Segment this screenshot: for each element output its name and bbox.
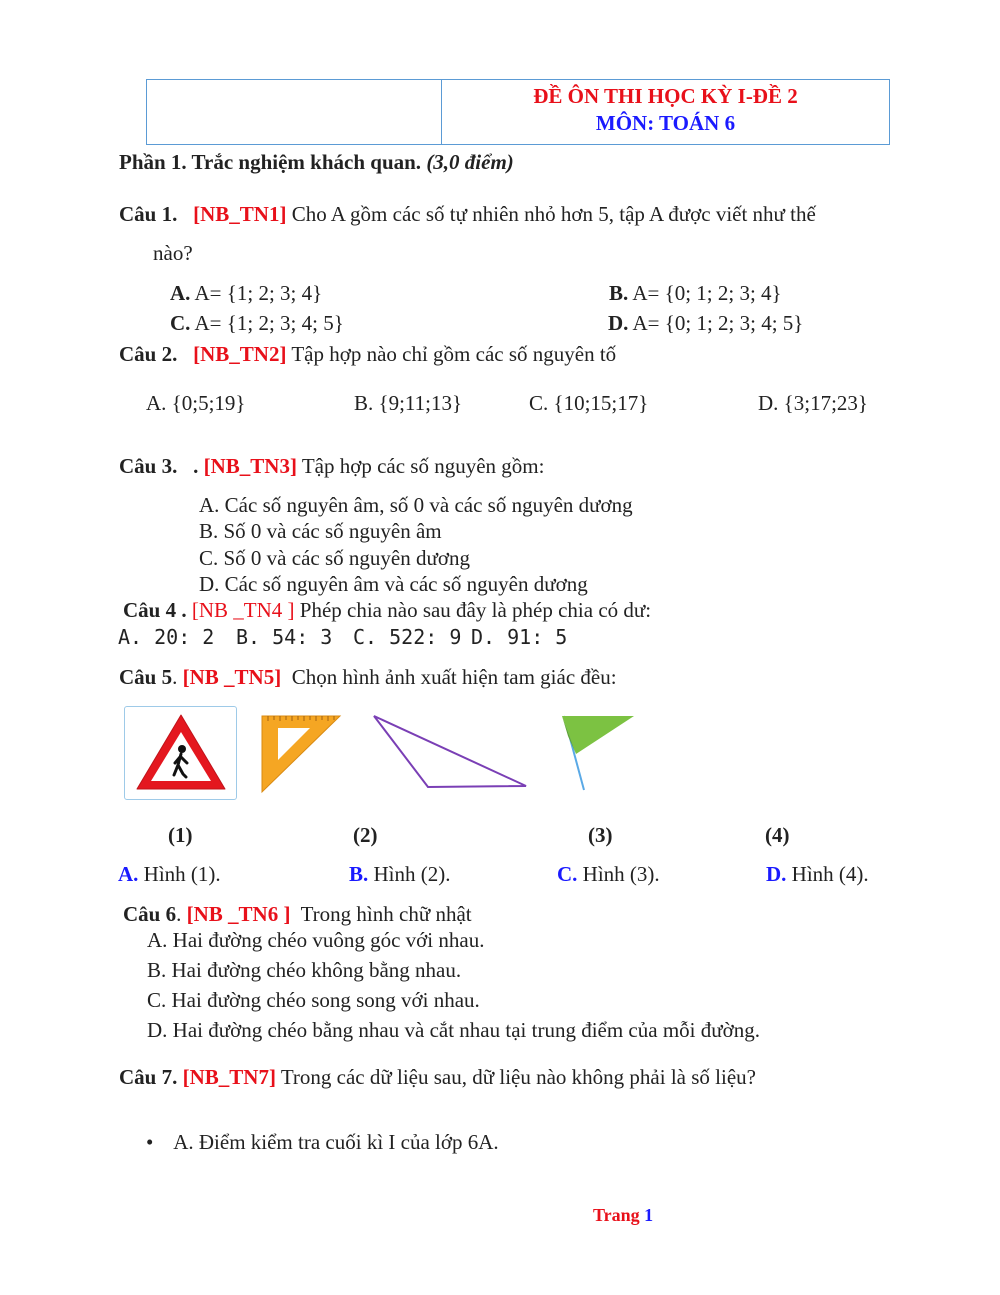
figure-1-label: (1)	[168, 823, 193, 847]
q6-tag: [NB _TN6 ]	[186, 902, 291, 926]
q3-option-b: B. Số 0 và các số nguyên âm	[199, 519, 442, 543]
q5-tag: [NB _TN5]	[182, 665, 282, 689]
part1-heading	[119, 150, 514, 175]
q5-dot: .	[172, 665, 178, 689]
q3-prefix: .	[193, 454, 199, 478]
page-footer	[593, 1205, 653, 1226]
q1-option-c-key: C.	[170, 311, 191, 335]
figure-1-warning-sign	[124, 706, 237, 800]
q4-option-a: A. 20: 2	[118, 625, 215, 649]
q5-option-c-key: C.	[557, 862, 578, 886]
figure-2-set-square	[260, 712, 342, 794]
q6-option-a: A. Hai đường chéo vuông góc với nhau.	[147, 928, 485, 952]
q7-option-a-text: A. Điểm kiểm tra cuối kì I của lớp 6A.	[173, 1130, 499, 1154]
q1-option-c	[170, 311, 344, 336]
q5-option-b-key: B.	[349, 862, 369, 886]
q6-option-d: D. Hai đường chéo bằng nhau và cắt nhau tại trung điểm của mỗi đường.	[147, 1018, 760, 1042]
q3-option-d: D. Các số nguyên âm và các số nguyên dương	[199, 572, 588, 596]
q3-option-c: C. Số 0 và các số nguyên dương	[199, 546, 470, 570]
q5-option-b-text: Hình (2).	[373, 862, 451, 886]
q3-stem	[119, 454, 544, 479]
q1-stem	[119, 202, 816, 227]
q5-text: Chọn hình ảnh xuất hiện tam giác đều:	[291, 665, 617, 689]
figure-3-label: (3)	[588, 823, 613, 847]
q7-option-a	[146, 1130, 499, 1155]
triangular-flag-icon	[556, 710, 638, 794]
scalene-triangle-icon	[370, 712, 530, 792]
q4-text: Phép chia nào sau đây là phép chia có dư:	[299, 598, 652, 622]
page-label: Trang	[593, 1205, 640, 1225]
q5-option-a	[118, 862, 221, 887]
q2-option-a: A. {0;5;19}	[146, 391, 246, 415]
q7-tag: [NB_TN7]	[182, 1065, 276, 1089]
page-number: 1	[644, 1205, 654, 1225]
q4-stem	[123, 598, 651, 623]
q1-option-b-text: A= {0; 1; 2; 3; 4}	[632, 281, 782, 305]
q3-label: Câu 3.	[119, 454, 178, 478]
part1-heading-text: Phần 1. Trắc nghiệm khách quan.	[119, 150, 422, 174]
q4-option-c: C. 522: 9	[353, 625, 462, 649]
q3-text: Tập hợp các số nguyên gồm:	[301, 454, 545, 478]
q6-text: Trong hình chữ nhật	[300, 902, 472, 926]
q1-label: Câu 1.	[119, 202, 178, 226]
q2-text: Tập hợp nào chỉ gồm các số nguyên tố	[291, 342, 617, 366]
q7-stem	[119, 1065, 756, 1090]
q1-option-a-key: A.	[170, 281, 191, 305]
q1-option-b-key: B.	[609, 281, 629, 305]
q5-option-c	[557, 862, 660, 887]
q4-option-b: B. 54: 3	[236, 625, 333, 649]
q1-tag: [NB_TN1]	[193, 202, 287, 226]
q7-text: Trong các dữ liệu sau, dữ liệu nào không phải là số liệu?	[280, 1065, 756, 1089]
q2-option-d: D. {3;17;23}	[758, 391, 868, 415]
q6-stem	[123, 902, 472, 927]
q4-label: Câu 4 .	[123, 598, 187, 622]
q1-text: Cho A gồm các số tự nhiên nhỏ hơn 5, tập A được viết như thế	[291, 202, 816, 226]
q7-label: Câu 7.	[119, 1065, 178, 1089]
q5-option-d	[766, 862, 869, 887]
q6-label: Câu 6	[123, 902, 177, 926]
figure-4-flag	[556, 710, 638, 794]
q5-label: Câu 5	[119, 665, 173, 689]
q2-option-b: B. {9;11;13}	[354, 391, 463, 415]
q5-option-a-key: A.	[118, 862, 139, 886]
header-table	[146, 79, 890, 145]
bullet-icon: •	[146, 1130, 154, 1154]
q1-option-a	[170, 281, 322, 306]
q5-option-d-key: D.	[766, 862, 787, 886]
q1-option-d	[608, 311, 803, 336]
q1-option-a-text: A= {1; 2; 3; 4}	[194, 281, 323, 305]
q1-text-cont: nào?	[153, 241, 193, 265]
q5-option-d-text: Hình (4).	[791, 862, 869, 886]
q2-tag: [NB_TN2]	[193, 342, 287, 366]
part1-points: (3,0 điểm)	[426, 150, 514, 174]
exam-subject: MÔN: TOÁN 6	[595, 111, 736, 135]
q1-option-d-text: A= {0; 1; 2; 3; 4; 5}	[632, 311, 804, 335]
exam-title: ĐỀ ÔN THI HỌC KỲ I-ĐỀ 2	[533, 84, 798, 108]
q6-dot: .	[176, 902, 182, 926]
q6-option-b: B. Hai đường chéo không bằng nhau.	[147, 958, 462, 982]
set-square-icon	[260, 712, 342, 794]
q5-stem	[119, 665, 617, 690]
q5-option-c-text: Hình (3).	[582, 862, 660, 886]
figure-3-triangle	[370, 712, 530, 792]
q4-option-d: D. 91: 5	[471, 625, 568, 649]
figure-2-label: (2)	[353, 823, 378, 847]
q2-stem	[119, 342, 616, 367]
q5-option-a-text: Hình (1).	[143, 862, 221, 886]
q2-label: Câu 2.	[119, 342, 178, 366]
q1-option-b	[609, 281, 782, 306]
q3-option-a: A. Các số nguyên âm, số 0 và các số nguyên dương	[199, 493, 633, 517]
pedestrian-warning-sign-icon	[125, 707, 236, 799]
q3-tag: [NB_TN3]	[203, 454, 297, 478]
q1-option-c-text: A= {1; 2; 3; 4; 5}	[194, 311, 344, 335]
q4-tag: [NB _TN4 ]	[191, 598, 295, 622]
q1-option-d-key: D.	[608, 311, 629, 335]
q6-option-c: C. Hai đường chéo song song với nhau.	[147, 988, 480, 1012]
figure-4-label: (4)	[765, 823, 790, 847]
q5-option-b	[349, 862, 451, 887]
q2-option-c: C. {10;15;17}	[529, 391, 649, 415]
